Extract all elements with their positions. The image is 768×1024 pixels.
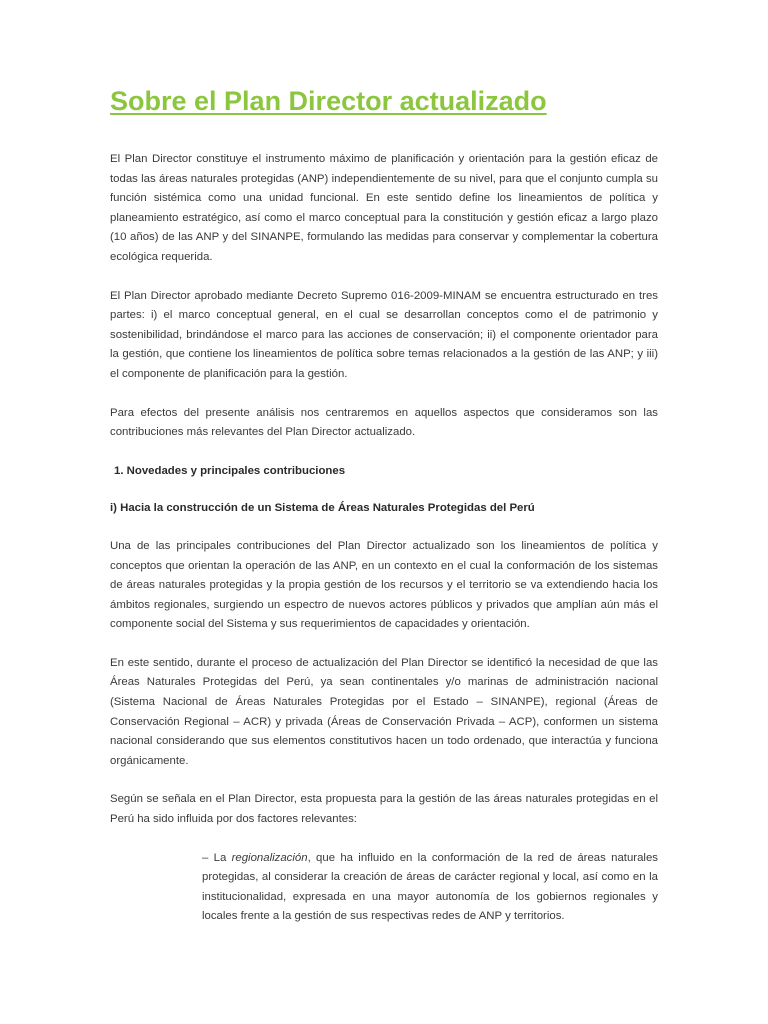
- section-heading-sistema-anp: i) Hacia la construcción de un Sistema de Áreas Naturales Protegidas del Perú: [110, 502, 535, 515]
- paragraph-sistema-nacional: En este sentido, durante el proceso de actualización del Plan Director se identificó la necesidad de que las Áreas Naturales Protegidas del Perú, ya sean continentales y/o marinas de administración nacional (Sistema Nacional de Áreas Naturales Protegidas por el Estado – SINANPE), regional (Áreas de Conservación Regional – ACR) y privada (Áreas de Conservación Privada – ACP), conformen un sistema nacional considerando que sus elementos constitutivos hacen un todo ordenado, que interactúa y funciona orgánicamente.: [110, 656, 658, 767]
- paragraph-analysis-focus: Para efectos del presente análisis nos centraremos en aquellos aspectos que consideramos son las contribuciones más relevantes del Plan Director actualizado.: [110, 406, 658, 439]
- paragraph-factores-relevantes: Según se señala en el Plan Director, esta propuesta para la gestión de las áreas naturales protegidas en el Perú ha sido influida por dos factores relevantes:: [110, 793, 658, 826]
- quote-prefix: – La: [202, 851, 232, 864]
- paragraph-principal-contribuciones: Una de las principales contribuciones del Plan Director actualizado son los lineamientos de política y conceptos que orientan la operación de las ANP, en un contexto en el cual la conformación de los sistemas de áreas naturales protegidas y la propia gestión de los recursos y el territorio se va extendiendo hacia los ámbitos regionales, surgiendo un espectro de nuevos actores públicos y privados que amplían aún más el componente social del Sistema y sus requerimientos de capacidades y orientación.: [110, 539, 658, 631]
- quote-text: , que ha influido en la conformación de la red de áreas naturales protegidas, al considerar la creación de áreas de carácter regional y local, así como en la institucionalidad, expresada en una mayor autonomía de los gobiernos regionales y locales frente a la gestión de sus respectivas redes de ANP y territorios.: [202, 851, 658, 923]
- paragraph-plan-director-structure: El Plan Director aprobado mediante Decreto Supremo 016-2009-MINAM se encuentra estructurado en tres partes: i) el marco conceptual general, en el cual se desarrollan conceptos como el de patrimonio y sostenibilidad, brindándose el marco para las acciones de conservación; ii) el componente orientador para la gestión, que contiene los lineamientos de política sobre temas relacionados a la gestión de las ANP; y iii) el componente de planificación para la gestión.: [110, 289, 658, 380]
- page-title: Sobre el Plan Director actualizado: [110, 86, 547, 116]
- section-heading-novedades: 1. Novedades y principales contribuciones: [114, 464, 346, 477]
- quote-regionalizacion: [110, 849, 658, 927]
- paragraph-plan-director-definition: El Plan Director constituye el instrumento máximo de planificación y orientación para la gestión eficaz de todas las áreas naturales protegidas (ANP) independientemente de su nivel, para que el conjunto cumpla su función sistémica como una unidad funcional. En este sentido define los lineamientos de política y planeamiento estratégico, así como el marco conceptual para la constitución y gestión eficaz a largo plazo (10 años) de las ANP y del SINANPE, formulando las medidas para conservar y complementar la cobertura ecológica requerida.: [110, 153, 658, 263]
- quote-emphasis: regionalización: [231, 851, 308, 864]
